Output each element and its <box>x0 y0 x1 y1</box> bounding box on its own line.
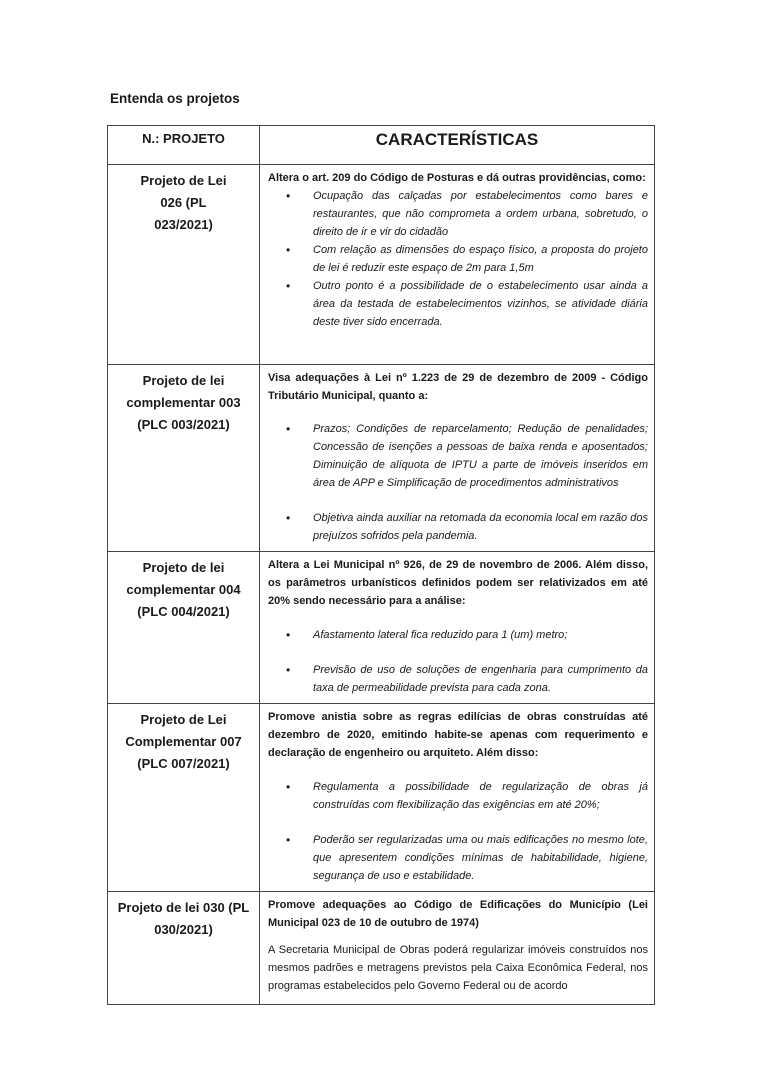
table-row <box>108 892 655 1005</box>
projects-table <box>107 125 655 1005</box>
project-cell: Projeto de lei complementar 003 (PLC 003/2021) <box>108 365 260 552</box>
description-cell <box>260 892 655 1005</box>
description-cell <box>260 552 655 704</box>
table-row <box>108 552 655 704</box>
description-intro: Promove adequações ao Código de Edificações do Município (Lei Municipal 023 de 10 de outubro de 1974) <box>268 899 648 929</box>
description-intro: Altera a Lei Municipal nº 926, de 29 de novembro de 2006. Além disso, os parâmetros urbanísticos definidos podem ser relativizados em até 20% sendo necessário para a análise: <box>268 559 648 607</box>
project-cell: Projeto de lei 030 (PL 030/2021) <box>108 892 260 1005</box>
bullet-list <box>268 778 648 885</box>
description-paragraph: A Secretaria Municipal de Obras poderá regularizar imóveis construídos nos mesmos padrões e metragens previstos pela Caixa Econômica Federal, nos programas estabelecidos pelo Governo Federal ou de acordo <box>268 944 648 992</box>
bullet-item: • Outro ponto é a possibilidade de o estabelecimento usar ainda a área da testada de estabelecimentos vizinhos, se atividade diária deste tiver sido encerrada. <box>268 277 648 331</box>
project-cell: Projeto de Lei Complementar 007 (PLC 007/2021) <box>108 704 260 892</box>
project-cell: Projeto de Lei 026 (PL 023/2021) <box>108 165 260 365</box>
bullet-item: • Poderão ser regularizadas uma ou mais edificações no mesmo lote, que apresentem condições mínimas de habitabilidade, higiene, segurança de uso e estabilidade. <box>268 831 648 885</box>
table-row <box>108 704 655 892</box>
table-row <box>108 165 655 365</box>
description-cell <box>260 704 655 892</box>
bullet-item: • Objetiva ainda auxiliar na retomada da economia local em razão dos prejuízos sofridos pela pandemia. <box>268 509 648 545</box>
description-intro: Promove anistia sobre as regras edilícias de obras construídas até dezembro de 2020, emitindo habite-se apenas com requerimento e declaração de engenheiro ou arquiteto. Além disso: <box>268 711 648 759</box>
bullet-item: • Afastamento lateral fica reduzido para 1 (um) metro; <box>268 626 648 644</box>
bullet-item: • Com relação as dimensões do espaço físico, a proposta do projeto de lei é reduzir este espaço de 2m para 1,5m <box>268 241 648 277</box>
bullet-list <box>268 187 648 331</box>
table-row <box>108 365 655 552</box>
description-intro: Visa adequações à Lei nº 1.223 de 29 de dezembro de 2009 - Código Tributário Municipal, quanto a: <box>268 372 648 402</box>
bullet-item: • Regulamenta a possibilidade de regularização de obras já construídas com flexibilização das exigências em até 20%; <box>268 778 648 814</box>
bullet-item: • Ocupação das calçadas por estabelecimentos como bares e restaurantes, que não comprometa a ordem urbana, sobretudo, o direito de ir e vir do cidadão <box>268 187 648 241</box>
project-cell: Projeto de lei complementar 004 (PLC 004/2021) <box>108 552 260 704</box>
page-heading: Entenda os projetos <box>110 91 240 106</box>
bullet-item: • Previsão de uso de soluções de engenharia para cumprimento da taxa de permeabilidade prevista para cada zona. <box>268 661 648 697</box>
bullet-list <box>268 626 648 697</box>
bullet-list <box>268 420 648 545</box>
table-header-row <box>108 126 655 165</box>
description-cell <box>260 365 655 552</box>
bullet-item: • Prazos; Condições de reparcelamento; Redução de penalidades; Concessão de isenções a pessoas de baixa renda e aposentados; Diminuição de alíquota de IPTU a parte de imóveis inseridos em área de APP e Simplificação de procedimentos administrativos <box>268 420 648 492</box>
column-header-characteristics: CARACTERÍSTICAS <box>260 126 655 165</box>
description-cell <box>260 165 655 365</box>
description-intro: Altera o art. 209 do Código de Posturas e dá outras providências, como: <box>268 172 646 184</box>
column-header-project: N.: PROJETO <box>108 126 260 165</box>
